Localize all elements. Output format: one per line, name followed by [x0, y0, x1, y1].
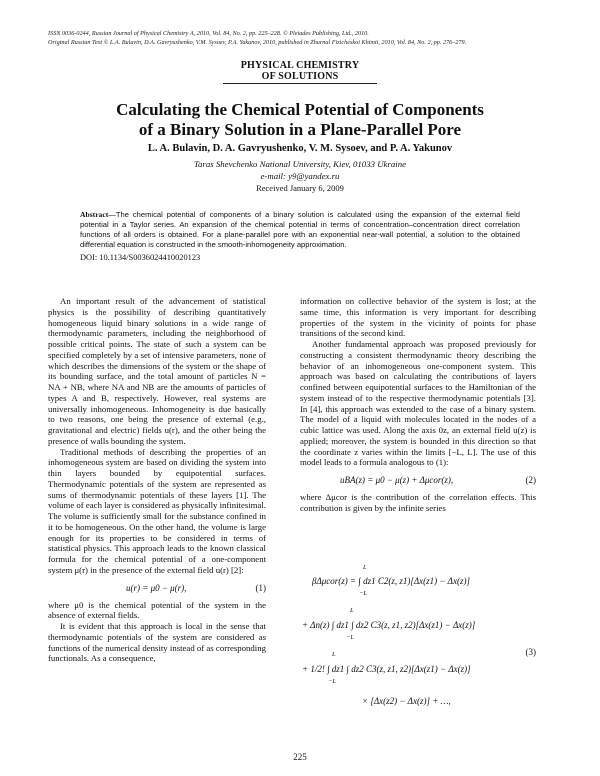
right-paragraph-3: where Δμcor is the contribution of the correlation effects. This contribution is given by the infinite series — [300, 492, 536, 513]
abstract-label: Abstract — [80, 210, 109, 219]
eq3-limit-lower-3: −L — [328, 678, 337, 685]
left-paragraph-3: where μ0 is the chemical potential of the system in the absence of external fields. — [48, 599, 266, 621]
abstract — [80, 210, 520, 263]
section-rule — [223, 83, 377, 84]
running-header-original: Original Russian Text © L.A. Bulavin, D.A. Gavryushenko, V.M. Sysoev, P.A. Yakunov, 2010, published in Zhurnal Fizicheskoi Khimii, 2010, Vol. 84, No. 2, pp. 276–279. — [48, 39, 467, 46]
eq3-limit-lower-1: −L — [359, 590, 368, 597]
paper-title-line1: Calculating the Chemical Potential of Components — [116, 100, 484, 119]
left-paragraph-4: It is evident that this approach is local in the sense that thermodynamic potentials of the system are considered as functions of the numerical density instead of as corresponding functionals. As a consequence, — [48, 621, 266, 664]
page-number: 225 — [293, 752, 307, 762]
equation-1 — [48, 578, 266, 598]
paper-title — [0, 100, 600, 140]
equation-3-line-3: + 1/2! ∫ dz1 ∫ dz2 C3(z, z1, z2)[Δx(z1) − Δx(z)] — [302, 664, 471, 674]
section-heading — [222, 60, 378, 82]
eq3-limit-upper-3: L — [332, 651, 336, 658]
equation-3 — [300, 564, 536, 744]
paper-title-line2: of a Binary Solution in a Plane-Parallel Pore — [138, 120, 462, 139]
authors: L. A. Bulavin, D. A. Gavryushenko, V. M. Sysoev, and P. A. Yakunov — [147, 143, 453, 154]
section-heading-line1: PHYSICAL CHEMISTRY — [240, 60, 360, 71]
right-column — [300, 296, 536, 514]
equation-3-number: (3) — [525, 647, 536, 657]
equation-3-line-4: × [Δx(z2) − Δx(z)] + …, — [362, 696, 451, 706]
abstract-text: —The chemical potential of components of a binary solution is calculated using the expansion of the external field potential in a Taylor series. An expansion of the chemical potential in terms of concentration–concentration direct correlation functions of all orders is obtained. For a plane-parallel pore with an exponential near-wall potential, a solution to the obtained differential equation is constructed in the smooth-inhomogeneity approximation. — [80, 210, 520, 250]
equation-2-number: (2) — [525, 475, 536, 485]
equation-2 — [300, 470, 536, 490]
eq3-limit-upper-1: L — [363, 564, 367, 571]
equation-1-body: u(r) = μ0 − μ(r), — [126, 582, 187, 593]
equation-3-line-1: βΔμcor(z) = ∫ dz1 C2(z, z1)[Δx(z1) − Δx(z)] — [312, 576, 470, 586]
eq3-limit-upper-2: L — [350, 607, 354, 614]
right-paragraph-2: Another fundamental approach was proposed previously for constructing a consistent thermodynamic theory describing the behavior of an inhomogeneous one-component system. This approach was based on calculating the contributions of layers confined between equipotential surfaces to the Hamiltonian of the system instead of to the respective thermodynamic potentials [3]. In [4], this approach was extended to the case of a binary system. The model of a liquid with molecules located in the nodes of a cubic lattice was used. Along the axis 0z, an external field u(z) is applied; moreover, the system is bounded in this direction so that the coordinate z varies within the limits [−L, L]. The use of this model leads to a formula analogous to (1): — [300, 339, 536, 468]
affiliation: Taras Shevchenko National University, Kiev, 01033 Ukraine — [193, 159, 407, 169]
left-paragraph-2: Traditional methods of describing the properties of an inhomogeneous system are based on dividing the system into thin layers bounded by equipotential surfaces. Thermodynamic potentials of the system are represented as sums of thermodynamic potentials of these layers [1]. The volume of each layer is considered as physically infinitesimal. The volume is sufficiently small for the substance confined in it to be homogeneous. On the other hand, the volume is large enough for its properties to be considered in terms of statistical physics. This approach leads to the known classical formula for the chemical potential of a one-component system μ(r) in the presence of the external field u(r) [2]: — [48, 446, 266, 575]
equation-2-body: uBA(z) = μ0 − μ(z) + Δμcor(z), — [340, 475, 454, 485]
right-paragraph-1: information on collective behavior of the system is lost; at the same time, this information is very important for describing properties of the system in the vicinity of points for phase transitions of the second kind. — [300, 296, 536, 339]
left-paragraph-1: An important result of the advancement of statistical physics is the possibility of describing quantitatively homogeneous liquid binary solutions in a wide range of thermodynamic parameters, including the neighborhood of possible critical points. The state of such a system can be specified completely by a set of intensive parameters, none of which describes the dimensions of the system or the shape of its bounding surface, and the total amount of particles N = NA + NB, where NA and NB are the amounts of particles of types A and B, respectively. However, real systems are universally inhomogeneous. Inhomogeneity is due basically to two reasons, one being the presence of external (e.g., gravitational and electric) fields u(r), and the other being the presence of walls bounding the system. — [48, 296, 266, 446]
received-date: Received January 6, 2009 — [256, 183, 344, 193]
running-header-issn: ISSN 0036-0244, Russian Journal of Physical Chemistry A, 2010, Vol. 84, No. 2, pp. 225–228. © Pleiades Publishing, Ltd., 2010. — [48, 30, 369, 37]
eq3-limit-lower-2: −L — [346, 634, 355, 641]
section-heading-line2: OF SOLUTIONS — [261, 71, 339, 82]
doi: DOI: 10.1134/S0036024410020123 — [80, 253, 201, 263]
equation-1-number: (1) — [255, 582, 266, 593]
email: e-mail: y9@yandex.ru — [260, 171, 340, 181]
left-column — [48, 296, 266, 664]
equation-3-line-2: + Δn(z) ∫ dz1 ∫ dz2 C3(z, z1, z2)[Δx(z1) − Δx(z)] — [302, 620, 476, 630]
